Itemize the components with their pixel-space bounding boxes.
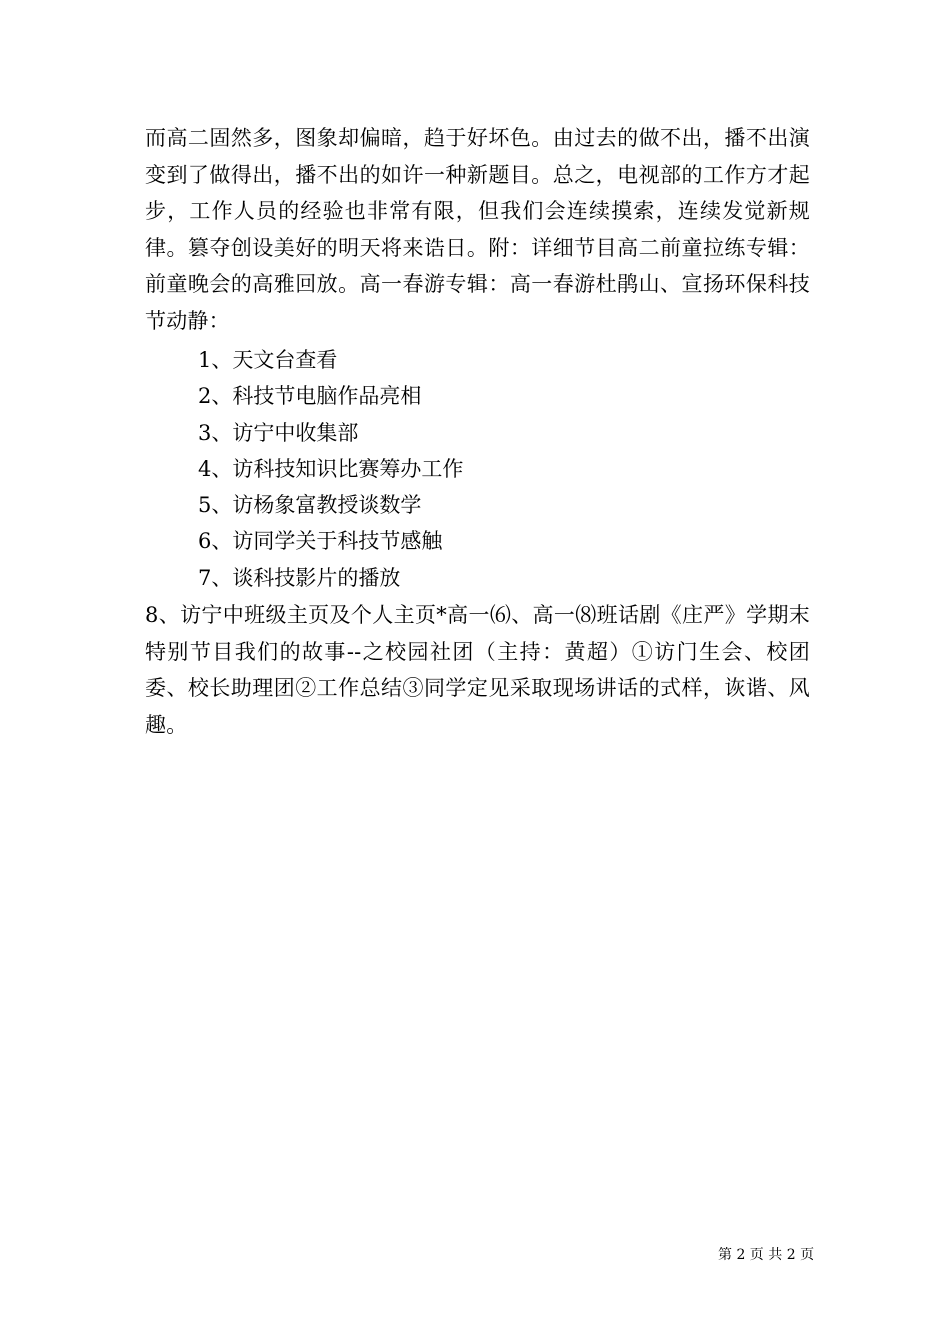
list-item: 2、科技节电脑作品亮相: [198, 384, 422, 409]
list-item: 1、天文台查看: [198, 348, 338, 372]
list-item: 6、访同学关于科技节感触: [198, 529, 443, 554]
body-paragraph-2: 8、访宁中班级主页及个人主页*高一⑹、高一⑻班话剧《庄严》学期末特别节目我们的故事--之校园社团（主持：黄超）①访门生会、校团委、校长助理团②工作总结③同学定见采取现场讲话的式样，诙谐、风趣。: [145, 603, 810, 737]
list-item: 5、访杨象富教授谈数学: [198, 493, 422, 518]
list-item: 4、访科技知识比赛筹办工作: [198, 456, 464, 481]
page-number-footer: 第 2 页 共 2 页: [718, 1247, 815, 1263]
program-list: [198, 342, 463, 596]
list-item: 3、访宁中收集部: [198, 420, 359, 445]
body-paragraph-1: 而高二固然多，图象却偏暗，趋于好坏色。由过去的做不出，播不出演变到了做得出，播不出的如许一种新题目。总之，电视部的工作方才起步，工作人员的经验也非常有限，但我们会连续摸索，连续发觉新规律。篡夺创设美好的明天将来诰日。附：详细节目高二前童拉练专辑：前童晚会的高雅回放。高一春游专辑：高一春游杜鹃山、宣扬环保科技节动静：: [145, 126, 810, 333]
list-item: 7、谈科技影片的播放: [198, 565, 401, 590]
